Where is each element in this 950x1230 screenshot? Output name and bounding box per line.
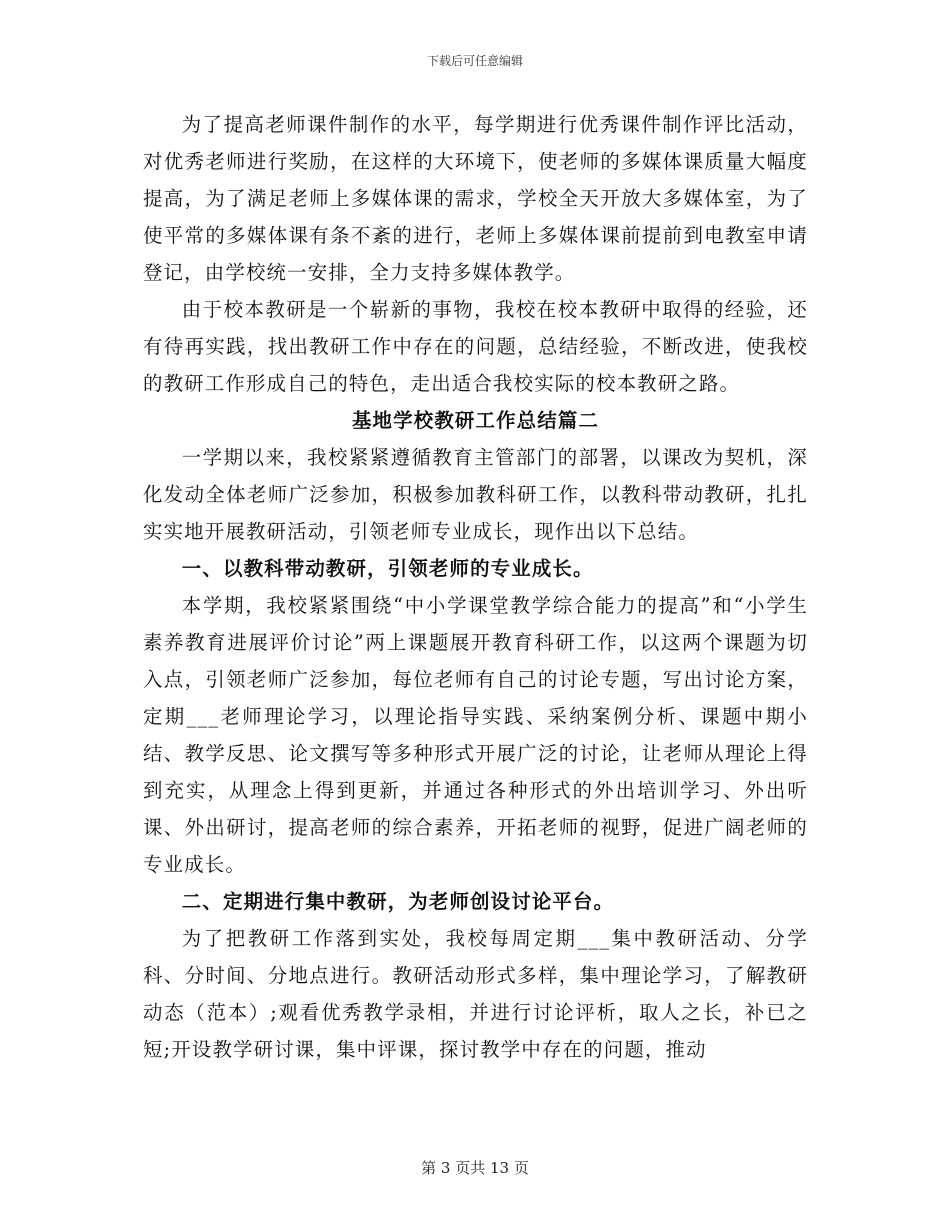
paragraph: 由于校本教研是一个崭新的事物，我校在校本教研中取得的经验，还有待再实践，找出教研工作中存在的问题，总结经验，不断改进，使我校的教研工作形成自己的特色，走出适合我校实际的校本教研之路。 — [143, 298, 808, 395]
paragraph: 本学期，我校紧紧围绕“中小学课堂教学综合能力的提高”和“小学生素养教育进展评价讨论”两上课题展开教育科研工作，以这两个课题为切入点，引领老师广泛参加，每位老师有自己的讨论专题，写出讨论方案，定期___老师理论学习，以理论指导实践、采纳案例分析、课题中期小结、教学反思、论文撰写等多种形式开展广泛的讨论，让老师从理论上得到充实，从理念上得到更新，并通过各种形式的外出培训学习、外出听课、外出研讨，提高老师的综合素养，开拓老师的视野，促进广阔老师的专业成长。 — [143, 594, 808, 876]
section-title: 基地学校教研工作总结篇二 — [351, 409, 600, 432]
paragraph: 为了把教研工作落到实处，我校每周定期___集中教研活动、分学科、分时间、分地点进行。教研活动形式多样，集中理论学习，了解教研动态（范本）;观看优秀教学录相，并进行讨论评析，取人之长，补已之短;开设教学研讨课，集中评课，探讨教学中存在的问题，推动 — [143, 927, 808, 1061]
document-body — [143, 106, 808, 1068]
paragraph: 为了提高老师课件制作的水平，每学期进行优秀课件制作评比活动，对优秀老师进行奖励，在这样的大环境下，使老师的多媒体课质量大幅度提高，为了满足老师上多媒体课的需求，学校全天开放大多媒体室，为了使平常的多媒体课有条不紊的进行，老师上多媒体课前提前到电教室申请登记，由学校统一安排，全力支持多媒体教学。 — [143, 113, 808, 284]
page-header: 下载后可任意编辑 — [426, 54, 523, 68]
page-number: 第 3 页共 13 页 — [421, 1159, 529, 1177]
paragraph: 一学期以来，我校紧紧遵循教育主管部门的部署，以课改为契机，深化发动全体老师广泛参加，积极参加教科研工作，以教科带动教研，扎扎实实地开展教研活动，引领老师专业成长，现作出以下总结。 — [143, 446, 808, 543]
subheading: 一、以教科带动教研，引领老师的专业成长。 — [181, 557, 594, 580]
subheading: 二、定期进行集中教研，为老师创设讨论平台。 — [181, 890, 615, 913]
